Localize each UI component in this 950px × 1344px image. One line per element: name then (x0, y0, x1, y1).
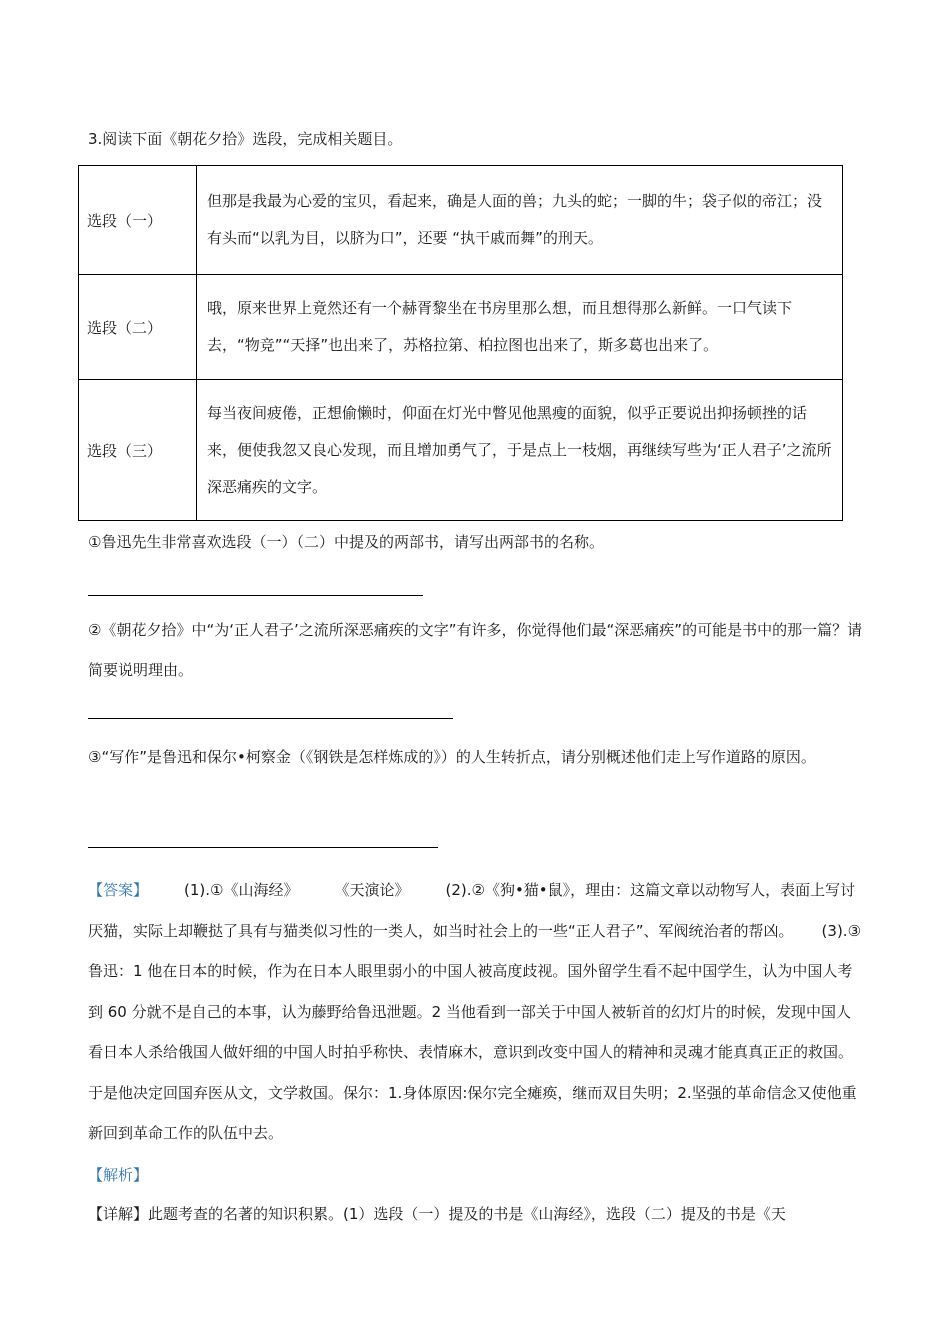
passage-text: 但那是我最为心爱的宝贝，看起来，确是人面的兽；九头的蛇；一脚的牛；袋子似的帝江；没有头而“以乳为目，以脐为口”，还要 “执干戚而舞”的刑天。 (197, 166, 843, 275)
passages-table (78, 165, 843, 521)
passage-label: 选段（二） (79, 275, 197, 380)
answer-2-text: ②《狗•猫•鼠》，理由：这篇文章以动物写人，表面上写讨厌猫，实际上却鞭挞了具有与猫类似习性的一类人，如当时社会上的一些“正人君子”、军阀统治者的帮凶。 (88, 881, 856, 940)
table-row (79, 380, 843, 521)
detail-tag: 【详解】 (88, 1205, 149, 1223)
analysis-detail (88, 1194, 863, 1234)
answer-1b: 《天演论》 (334, 881, 410, 899)
answer-2-number: (2). (445, 881, 472, 899)
answer-3-number: (3). (821, 921, 848, 940)
answer-blank-2[interactable] (88, 718, 453, 719)
sub-question-1: ①鲁迅先生非常喜欢选段（一）（二）中提及的两部书，请写出两部书的名称。 (88, 533, 604, 551)
passage-text: 每当夜间疲倦，正想偷懒时，仰面在灯光中瞥见他黑瘦的面貌，似乎正要说出抑扬顿挫的话来，便使我忽又良心发现，而且增加勇气了，于是点上一枝烟，再继续写些为‘正人君子’之流所深恶痛疾的文字。 (197, 380, 843, 521)
answer-1-number: (1). (184, 881, 211, 899)
answer-tag: 【答案】 (88, 881, 149, 899)
passage-label: 选段（一） (79, 166, 197, 275)
table-row (79, 275, 843, 380)
answer-blank-3[interactable] (88, 847, 438, 848)
answer-3-text: ③鲁迅：1 他在日本的时候，作为在日本人眼里弱小的中国人被高度歧视。国外留学生看不起中国学生，认为中国人考到 60 分就不是自己的本事，认为藤野给鲁迅泄题。2 当他看到一部关于中国人被斩首的幻灯片的时候，发现中国人看日本人杀给俄国人做奸细的中国人时拍乎称快、表情麻木，意识到改变中国人的精神和灵魂才能真真正正的救国。于是他决定回国弃医从文，文学救国。保尔：1.身体原因:保尔完全瘫痪，继而双目失明；2.坚强的革命信念又使他重新回到革命工作的队伍中去。 (88, 921, 862, 1142)
answer-blank-1[interactable] (88, 595, 423, 596)
table-row (79, 166, 843, 275)
passage-text: 哦，原来世界上竟然还有一个赫胥黎坐在书房里那么想，而且想得那么新鲜。一口气读下去，“物竞”“天择”也出来了，苏格拉第、柏拉图也出来了，斯多葛也出来了。 (197, 275, 843, 380)
passage-label: 选段（三） (79, 380, 197, 521)
question-title: 3.阅读下面《朝花夕拾》选段，完成相关题目。 (88, 130, 403, 148)
sub-question-3: ③“写作”是鲁迅和保尔•柯察金（《钢铁是怎样炼成的》）的人生转折点，请分别概述他们走上写作道路的原因。 (88, 748, 816, 766)
answer-section (88, 870, 863, 1154)
sub-question-2: ②《朝花夕拾》中“为‘正人君子’之流所深恶痛疾的文字”有许多，你觉得他们最“深恶痛疾”的可能是书中的那一篇？请简要说明理由。 (88, 621, 863, 679)
analysis-tag: 【解析】 (88, 1166, 149, 1184)
answer-1a: ①《山海经》 (210, 881, 299, 899)
detail-text: 此题考查的名著的知识积累。(1）选段（一）提及的书是《山海经》，选段（二）提及的书是《天 (148, 1205, 786, 1223)
